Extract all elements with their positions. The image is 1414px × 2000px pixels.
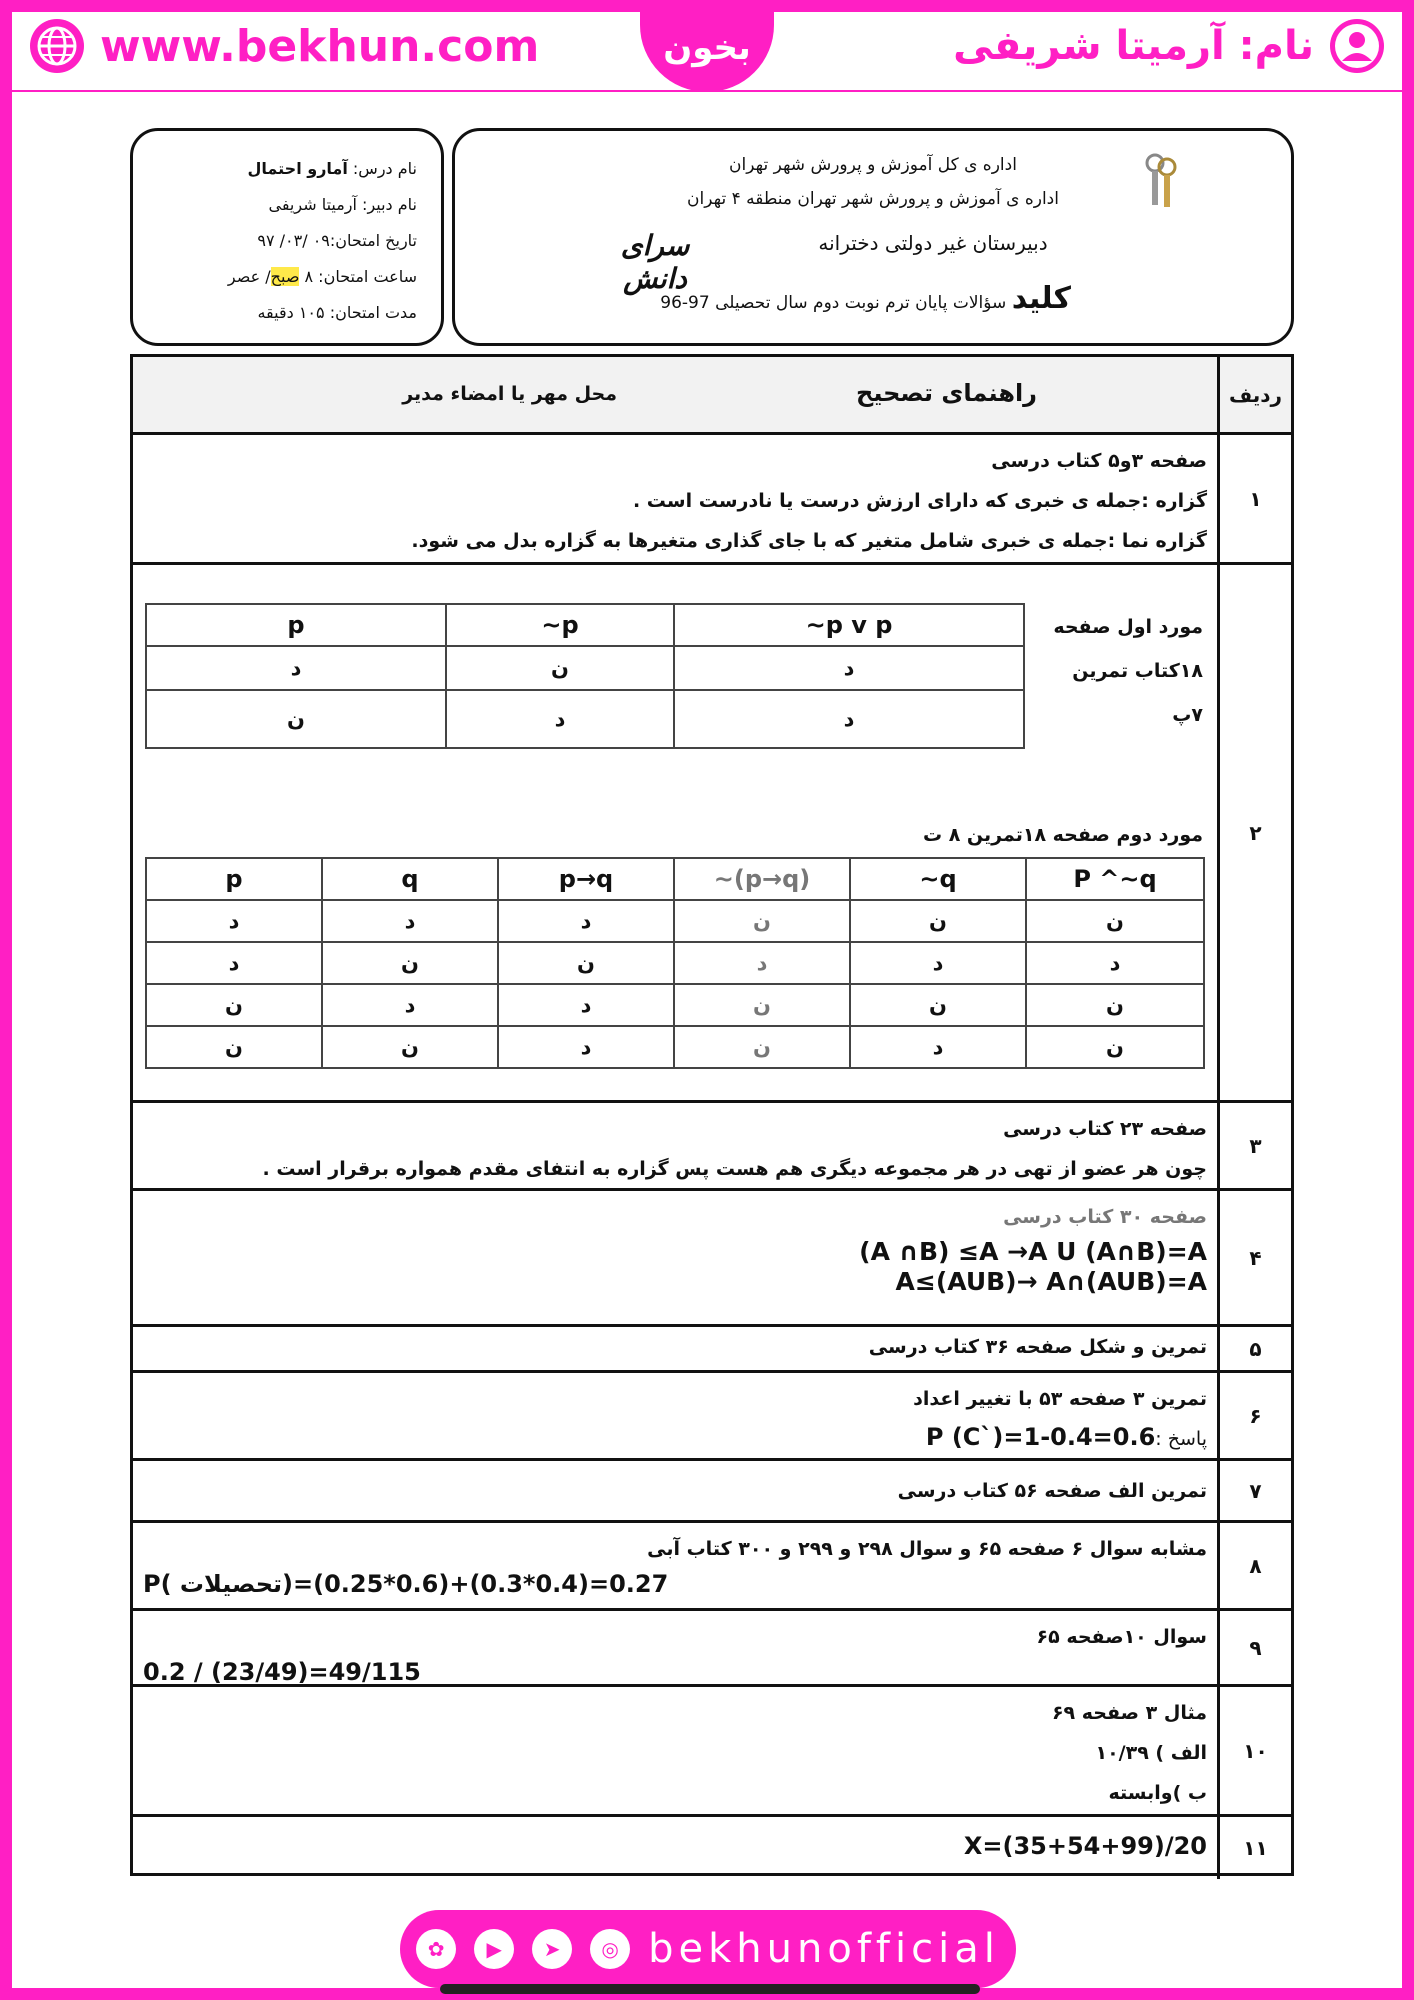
table-row-8 [133,1523,1291,1611]
t2-cell: ن [1026,984,1204,1026]
student-name-header [953,18,1386,74]
row-content [133,1523,1217,1608]
table-row-9 [133,1611,1291,1687]
brand-logo-text: بخون [663,28,751,68]
t2-h3: ~(p→q) [674,858,850,900]
row-number: ۷ [1217,1461,1291,1520]
row8-line2: P( تحصیلات)=(0.6*0.25)+(0.4*0.3)=0.27 [143,1570,669,1598]
row2-case2: مورد دوم صفحه ۱۸تمرین ۸ ت [922,824,1203,846]
t2-cell: د [146,942,322,984]
teacher-name: نام دبیر: آرمیتا شریفی [268,195,417,214]
row-content [133,1373,1217,1458]
t2-cell: د [498,984,674,1026]
row4-line3: A≤(AUB)→ A∩(AUB)=A [895,1267,1207,1296]
social-handle: bekhunofficial [648,1926,1000,1972]
table-row-1 [133,435,1291,565]
t2-cell: ن [850,900,1026,942]
t2-cell: ن [322,942,498,984]
t2-cell: د [322,900,498,942]
key-label: کلید [1011,281,1071,316]
row-number: ۶ [1217,1373,1291,1458]
row-number: ۱۰ [1217,1687,1291,1814]
exam-title [455,281,1291,316]
table-row [146,1026,1204,1068]
course-label: نام درس: [352,159,417,178]
row7-line1: تمرین الف صفحه ۵۶ کتاب درسی [897,1480,1207,1502]
truth-table-2-header [146,858,1204,900]
exam-date: تاریخ امتحان:۰۹ /۰۳/ ۹۷ [257,231,417,250]
exam-info-box [130,128,444,346]
row-content [133,1461,1217,1520]
t2-cell: ن [674,984,850,1026]
row4-line1: صفحه ۳۰ کتاب درسی [1003,1206,1207,1228]
t2-cell: ن [146,984,322,1026]
table-row [146,984,1204,1026]
t2-cell: ن [498,942,674,984]
truth-table-1 [145,603,1025,749]
t2-cell: ن [322,1026,498,1068]
row-content [133,1191,1217,1324]
table-header-content [133,357,1217,432]
t2-h5: P ^~q [1026,858,1204,900]
t2-cell: ن [1026,900,1204,942]
table-row [146,646,1024,690]
t1-h1: ~p [446,604,674,646]
t2-h0: p [146,858,322,900]
youtube-icon[interactable]: ▶ [474,1929,514,1969]
row2-case1-line3: ۷پ [1172,704,1203,726]
row-number: ۱ [1217,435,1291,562]
t1-cell: ن [146,690,446,748]
row3-line1: صفحه ۲۳ کتاب درسی [1003,1118,1207,1140]
col-header-row: ردیف [1217,357,1291,432]
row-number: ۴ [1217,1191,1291,1324]
table-row-6 [133,1373,1291,1461]
footer-shadow [440,1984,980,1994]
t2-cell: د [146,900,322,942]
col-header-guide: راهنمای تصحیح [856,379,1037,407]
org-line-1: اداره ی کل آموزش و پرورش شهر تهران [729,155,1017,175]
exam-duration: مدت امتحان: ۱۰۵ دقیقه [257,303,417,322]
table-row-2 [133,565,1291,1103]
row-content [133,1103,1217,1188]
row-content [133,1687,1217,1814]
t1-cell: د [674,690,1024,748]
t1-cell: د [146,646,446,690]
row6-answer-label: پاسخ : [1155,1428,1207,1450]
exam-time-suffix: / عصر [227,267,271,286]
t2-h2: p→q [498,858,674,900]
instagram-icon[interactable]: ◎ [590,1929,630,1969]
table-row [146,942,1204,984]
row-content [133,1817,1217,1879]
row2-case1-line1: مورد اول صفحه [1053,616,1203,638]
row-content [133,565,1217,1100]
col-header-stamp: محل مهر یا امضاء مدیر [402,383,617,405]
school-name: دبیرستان غیر دولتی دخترانه [818,231,1048,255]
table-row-7 [133,1461,1291,1523]
table-row-10 [133,1687,1291,1817]
row1-line3: گزاره نما :جمله ی خبری شامل متغیر که با جای گذاری متغیرها به گزاره بدل می شود. [411,530,1207,552]
row-content [133,1611,1217,1684]
t2-cell: د [674,942,850,984]
student-name-text: نام: آرمیتا شریفی [953,23,1314,69]
t1-h0: p [146,604,446,646]
row1-line2: گزاره :جمله ی خبری که دارای ارزش درست یا نادرست است . [632,490,1207,512]
t2-cell: د [850,942,1026,984]
row-number: ۹ [1217,1611,1291,1684]
t1-h2: ~p v p [674,604,1024,646]
row-number: ۸ [1217,1523,1291,1608]
t1-cell: د [674,646,1024,690]
t2-cell: ن [674,900,850,942]
telegram-icon[interactable]: ➤ [532,1929,572,1969]
t2-cell: د [498,900,674,942]
row11-line1: X=(35+54+99)/20 [963,1832,1207,1860]
t2-cell: د [322,984,498,1026]
row-content [133,1327,1217,1370]
row2-case1 [1053,605,1203,737]
table-header-row [133,357,1291,435]
exam-time-prefix: ساعت امتحان: ۸ [304,267,417,286]
row8-line1: مشابه سوال ۶ صفحه ۶۵ و سوال ۲۹۸ و ۲۹۹ و ۳۰۰ کتاب آبی [647,1538,1207,1560]
t1-cell: د [446,690,674,748]
organization-box [452,128,1294,346]
truth-table-2 [145,857,1205,1069]
t2-cell: ن [850,984,1026,1026]
school-logo: سرای دانش [620,229,690,295]
row9-line1: سوال ۱۰صفحه ۶۵ [1036,1626,1207,1648]
course-name [133,151,417,187]
website-link[interactable] [28,18,539,74]
t2-cell: د [498,1026,674,1068]
row9-line2: 0.2 / (23/49)=49/115 [143,1658,421,1686]
row6-line1: تمرین ۳ صفحه ۵۳ با تغییر اعداد [913,1388,1207,1410]
row3-line2: چون هر عضو از تهی در هر مجموعه دیگری هم هست پس گزاره به انتفای مقدم همواره برقرار است . [262,1158,1207,1180]
row1-line1: صفحه ۳و۵ کتاب درسی [991,450,1207,472]
website-text: www.bekhun.com [100,20,540,72]
truth-table-1-header [146,604,1024,646]
t2-h4: ~q [850,858,1026,900]
table-row-3 [133,1103,1291,1191]
org-line-2: اداره ی آموزش و پرورش شهر تهران منطقه ۴ تهران [687,189,1059,209]
row6-line2 [143,1419,1207,1459]
row-number: ۲ [1217,565,1291,1100]
exam-title-text: سؤالات پایان ترم نوبت دوم سال تحصیلی 97-96 [660,293,1007,313]
row4-line2: (A ∩B) ≤A →A U (A∩B)=A [859,1237,1207,1266]
table-row-5 [133,1327,1291,1373]
answer-key-table [130,354,1294,1876]
exam-time-highlight: صبح [270,267,300,286]
row-content [133,435,1217,562]
row10-line3: ب )وابسته [1108,1782,1207,1804]
course-value: آمارو احتمال [247,159,348,178]
t2-cell: د [850,1026,1026,1068]
row5-line1: تمرین و شکل صفحه ۳۶ کتاب درسی [868,1336,1207,1358]
table-row [146,690,1024,748]
exam-time [133,259,417,295]
row10-line2: الف ) ۱۰/۳۹ [1095,1742,1207,1764]
t2-cell: ن [674,1026,850,1068]
user-icon [1328,17,1386,75]
row-number: ۱۱ [1217,1817,1291,1879]
globe-icon [28,17,86,75]
row2-case1-line2: ۱۸کتاب تمرین [1072,660,1203,682]
t2-cell: ن [146,1026,322,1068]
t2-cell: د [1026,942,1204,984]
table-row-11 [133,1817,1291,1879]
row6-answer-formula: P (C`)=1-0.4=0.6 [925,1423,1156,1451]
row-number: ۳ [1217,1103,1291,1188]
t2-cell: ن [1026,1026,1204,1068]
table-row [146,900,1204,942]
t1-cell: ن [446,646,674,690]
table-row-4 [133,1191,1291,1327]
row-number: ۵ [1217,1327,1291,1370]
aparat-icon[interactable]: ✿ [416,1929,456,1969]
social-footer[interactable] [400,1910,1016,1988]
row10-line1: مثال ۳ صفحه ۶۹ [1051,1702,1207,1724]
t2-h1: q [322,858,498,900]
